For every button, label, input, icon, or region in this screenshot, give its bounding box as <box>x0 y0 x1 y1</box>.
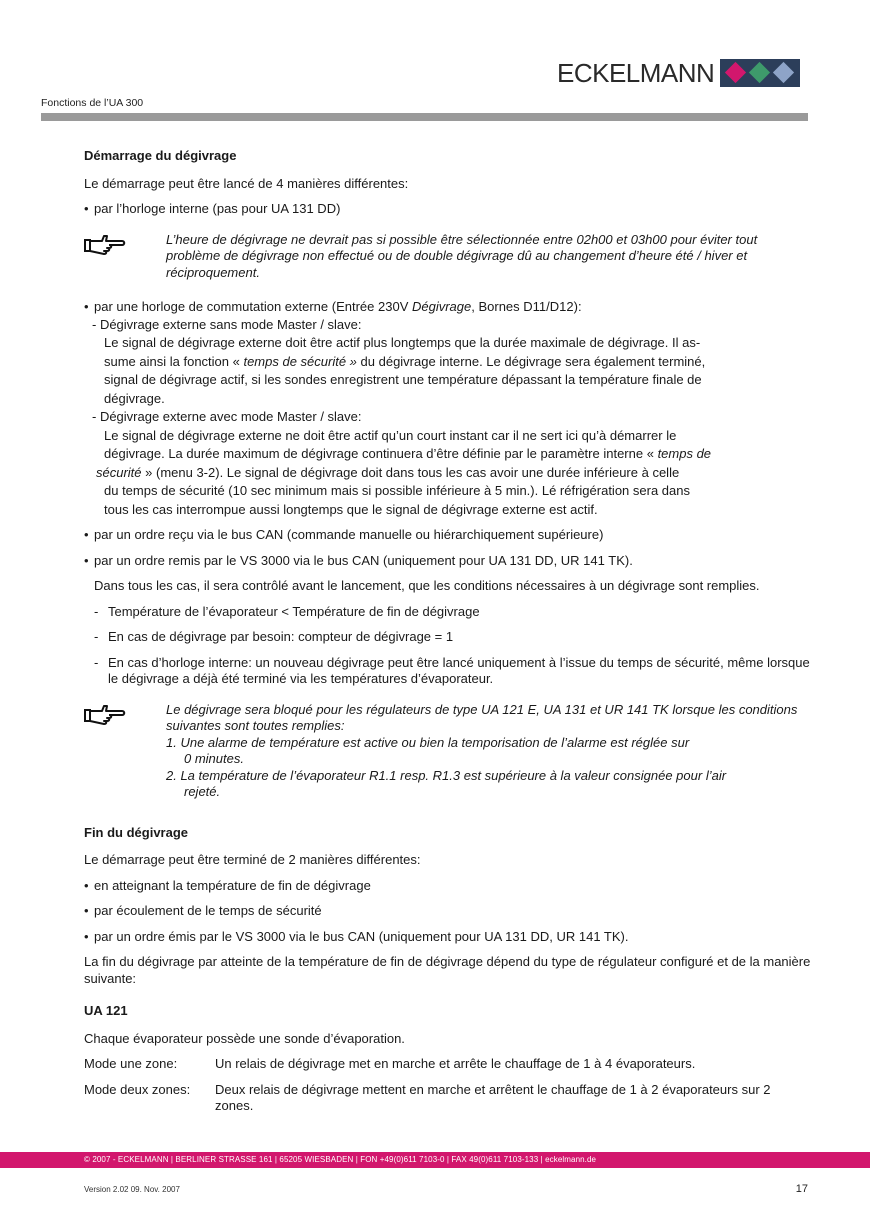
emphasis: temps de sécurité » <box>243 353 357 369</box>
text-run: Température de l’évaporateur < Température de fin de dégivrage <box>108 603 480 619</box>
paragraph: Dans tous les cas, il sera contrôlé avant le lancement, que les conditions nécessaires à un dégivrage sont remplies. <box>94 578 760 593</box>
dash-marker: - <box>94 629 99 644</box>
definition-label: Mode une zone: <box>84 1056 178 1071</box>
text-run: » (menu 3-2). Le signal de dégivrage doit dans tous les cas avoir une durée inférieure à celle <box>141 464 680 480</box>
numbered-item: 2. La température de l’évaporateur R1.1 resp. R1.3 est supérieure à la valeur consignée pour l’air <box>166 767 727 783</box>
document-body <box>84 148 812 1124</box>
eckelmann-logo-icon <box>720 59 800 87</box>
bullet-item <box>84 299 812 316</box>
emphasis: temps de <box>657 446 712 461</box>
page-header-title: Fonctions de l’UA 300 <box>41 97 144 109</box>
text-line <box>84 354 812 371</box>
emphasis: sécurité <box>96 464 142 480</box>
footer-bar <box>0 1152 870 1168</box>
bullet-item: • par un ordre reçu via le bus CAN (commande manuelle ou hiérarchiquement supérieure) <box>84 527 812 544</box>
bullet-item: • par un ordre remis par le VS 3000 via le bus CAN (uniquement pour UA 131 DD, UR 141 TK). <box>84 553 812 570</box>
pointing-hand-icon <box>82 702 126 726</box>
text-run: , Bornes D11/D12): <box>471 299 582 314</box>
text-run: En cas d’horloge interne: un nouveau dégivrage peut être lancé uniquement à l’issue du temps de sécurité, même lorsque le dégivrage a déjà été terminé via les températures d’évaporateur. <box>108 654 810 686</box>
note-block <box>84 702 812 801</box>
definition-value: Un relais de dégivrage met en marche et arrête le chauffage de 1 à 4 évaporateurs. <box>215 1056 696 1071</box>
text-line: Le signal de dégivrage externe doit être actif plus longtemps que la durée maximale de dégivrage. Il as- <box>104 335 701 350</box>
footer-contact: © 2007 - ECKELMANN | BERLINER STRASSE 161 | 65205 WIESBADEN | FON +49(0)611 7103-0 | FAX 49(0)611 7103-133 | eckelmann.de <box>84 1155 597 1164</box>
definition-label: Mode deux zones: <box>84 1081 191 1097</box>
section-heading: Fin du dégivrage <box>84 824 189 840</box>
text-line <box>84 446 812 463</box>
numbered-item-cont: 0 minutes. <box>184 751 244 766</box>
bullet-item: • par un ordre émis par le VS 3000 via le bus CAN (uniquement pour UA 131 DD, UR 141 TK). <box>84 929 812 946</box>
paragraph: La fin du dégivrage par atteinte de la température de fin de dégivrage dépend du type de régulateur configuré et de la manière suivante: <box>84 954 811 986</box>
header-divider <box>41 113 808 121</box>
text-line: dégivrage. <box>104 390 165 406</box>
sub-heading: - Dégivrage externe avec mode Master / slave: <box>92 409 362 424</box>
section-heading: Démarrage du dégivrage <box>84 148 237 163</box>
text-run: En cas de dégivrage par besoin: compteur de dégivrage = 1 <box>108 629 454 644</box>
text-line: du temps de sécurité (10 sec minimum mais si possible inférieure à 5 min.). Lé réfrigération sera dans <box>104 483 690 498</box>
bullet-item: • par écoulement de le temps de sécurité <box>84 903 812 920</box>
definition-row <box>84 1082 812 1115</box>
sub-heading: - Dégivrage externe sans mode Master / slave: <box>92 316 362 332</box>
numbered-item-cont: rejeté. <box>184 784 221 799</box>
text-run: du dégivrage interne. Le dégivrage sera également terminé, <box>356 353 706 369</box>
text-line: signal de dégivrage actif, si les sondes enregistrent une température dépassant la température finale de <box>104 372 702 387</box>
footer-version: Version 2.02 09. Nov. 2007 <box>84 1185 180 1194</box>
emphasis: Dégivrage <box>411 299 472 314</box>
definition-value: Deux relais de dégivrage mettent en marche et arrêtent le chauffage de 1 à 2 évaporateurs sur 2 zones. <box>215 1081 771 1113</box>
brand-name: ECKELMANN <box>557 57 715 88</box>
text-line: tous les cas interrompue aussi longtemps que le signal de dégivrage externe est actif. <box>104 501 598 517</box>
definition-row <box>84 1056 812 1073</box>
brand-logo <box>557 58 800 88</box>
text-run: dégivrage. La durée maximum de dégivrage continuera d’être définie par le paramètre interne « <box>104 446 658 461</box>
note-text: Le dégivrage sera bloqué pour les régulateurs de type UA 121 E, UA 131 et UR 141 TK lorsque les conditions suivantes sont toutes remplies: <box>166 701 798 733</box>
numbered-item: 1. Une alarme de température est active ou bien la temporisation de l’alarme est réglée sur <box>166 734 690 750</box>
dash-marker: - <box>94 654 99 670</box>
dash-item <box>84 629 812 646</box>
bullet-item: • en atteignant la température de fin de dégivrage <box>84 878 812 895</box>
note-block <box>84 232 812 282</box>
pointing-hand-icon <box>82 232 126 256</box>
dash-marker: - <box>94 603 99 619</box>
note-text: L’heure de dégivrage ne devrait pas si possible être sélectionnée entre 02h00 et 03h00 pour éviter tout problème de dégivrage non effectué ou de double dégivrage dû au changement d’heure été / hiver et réciproquement. <box>166 231 758 280</box>
text-line <box>84 465 812 482</box>
section-heading: UA 121 <box>84 1003 128 1018</box>
text-run: sume ainsi la fonction « <box>104 353 244 369</box>
dash-item <box>84 655 812 688</box>
paragraph: Le démarrage peut être terminé de 2 manières différentes: <box>84 852 421 867</box>
text-run: par une horloge de commutation externe (Entrée 230V <box>94 299 412 314</box>
paragraph: Chaque évaporateur possède une sonde d’évaporation. <box>84 1030 405 1046</box>
page-number: 17 <box>795 1183 808 1195</box>
paragraph: Le démarrage peut être lancé de 4 manières différentes: <box>84 175 409 191</box>
bullet-item: • par l’horloge interne (pas pour UA 131 DD) <box>84 201 812 218</box>
text-line: Le signal de dégivrage externe ne doit être actif qu’un court instant car il ne sert ici qu’à démarrer le <box>104 427 677 443</box>
dash-item <box>84 604 812 621</box>
